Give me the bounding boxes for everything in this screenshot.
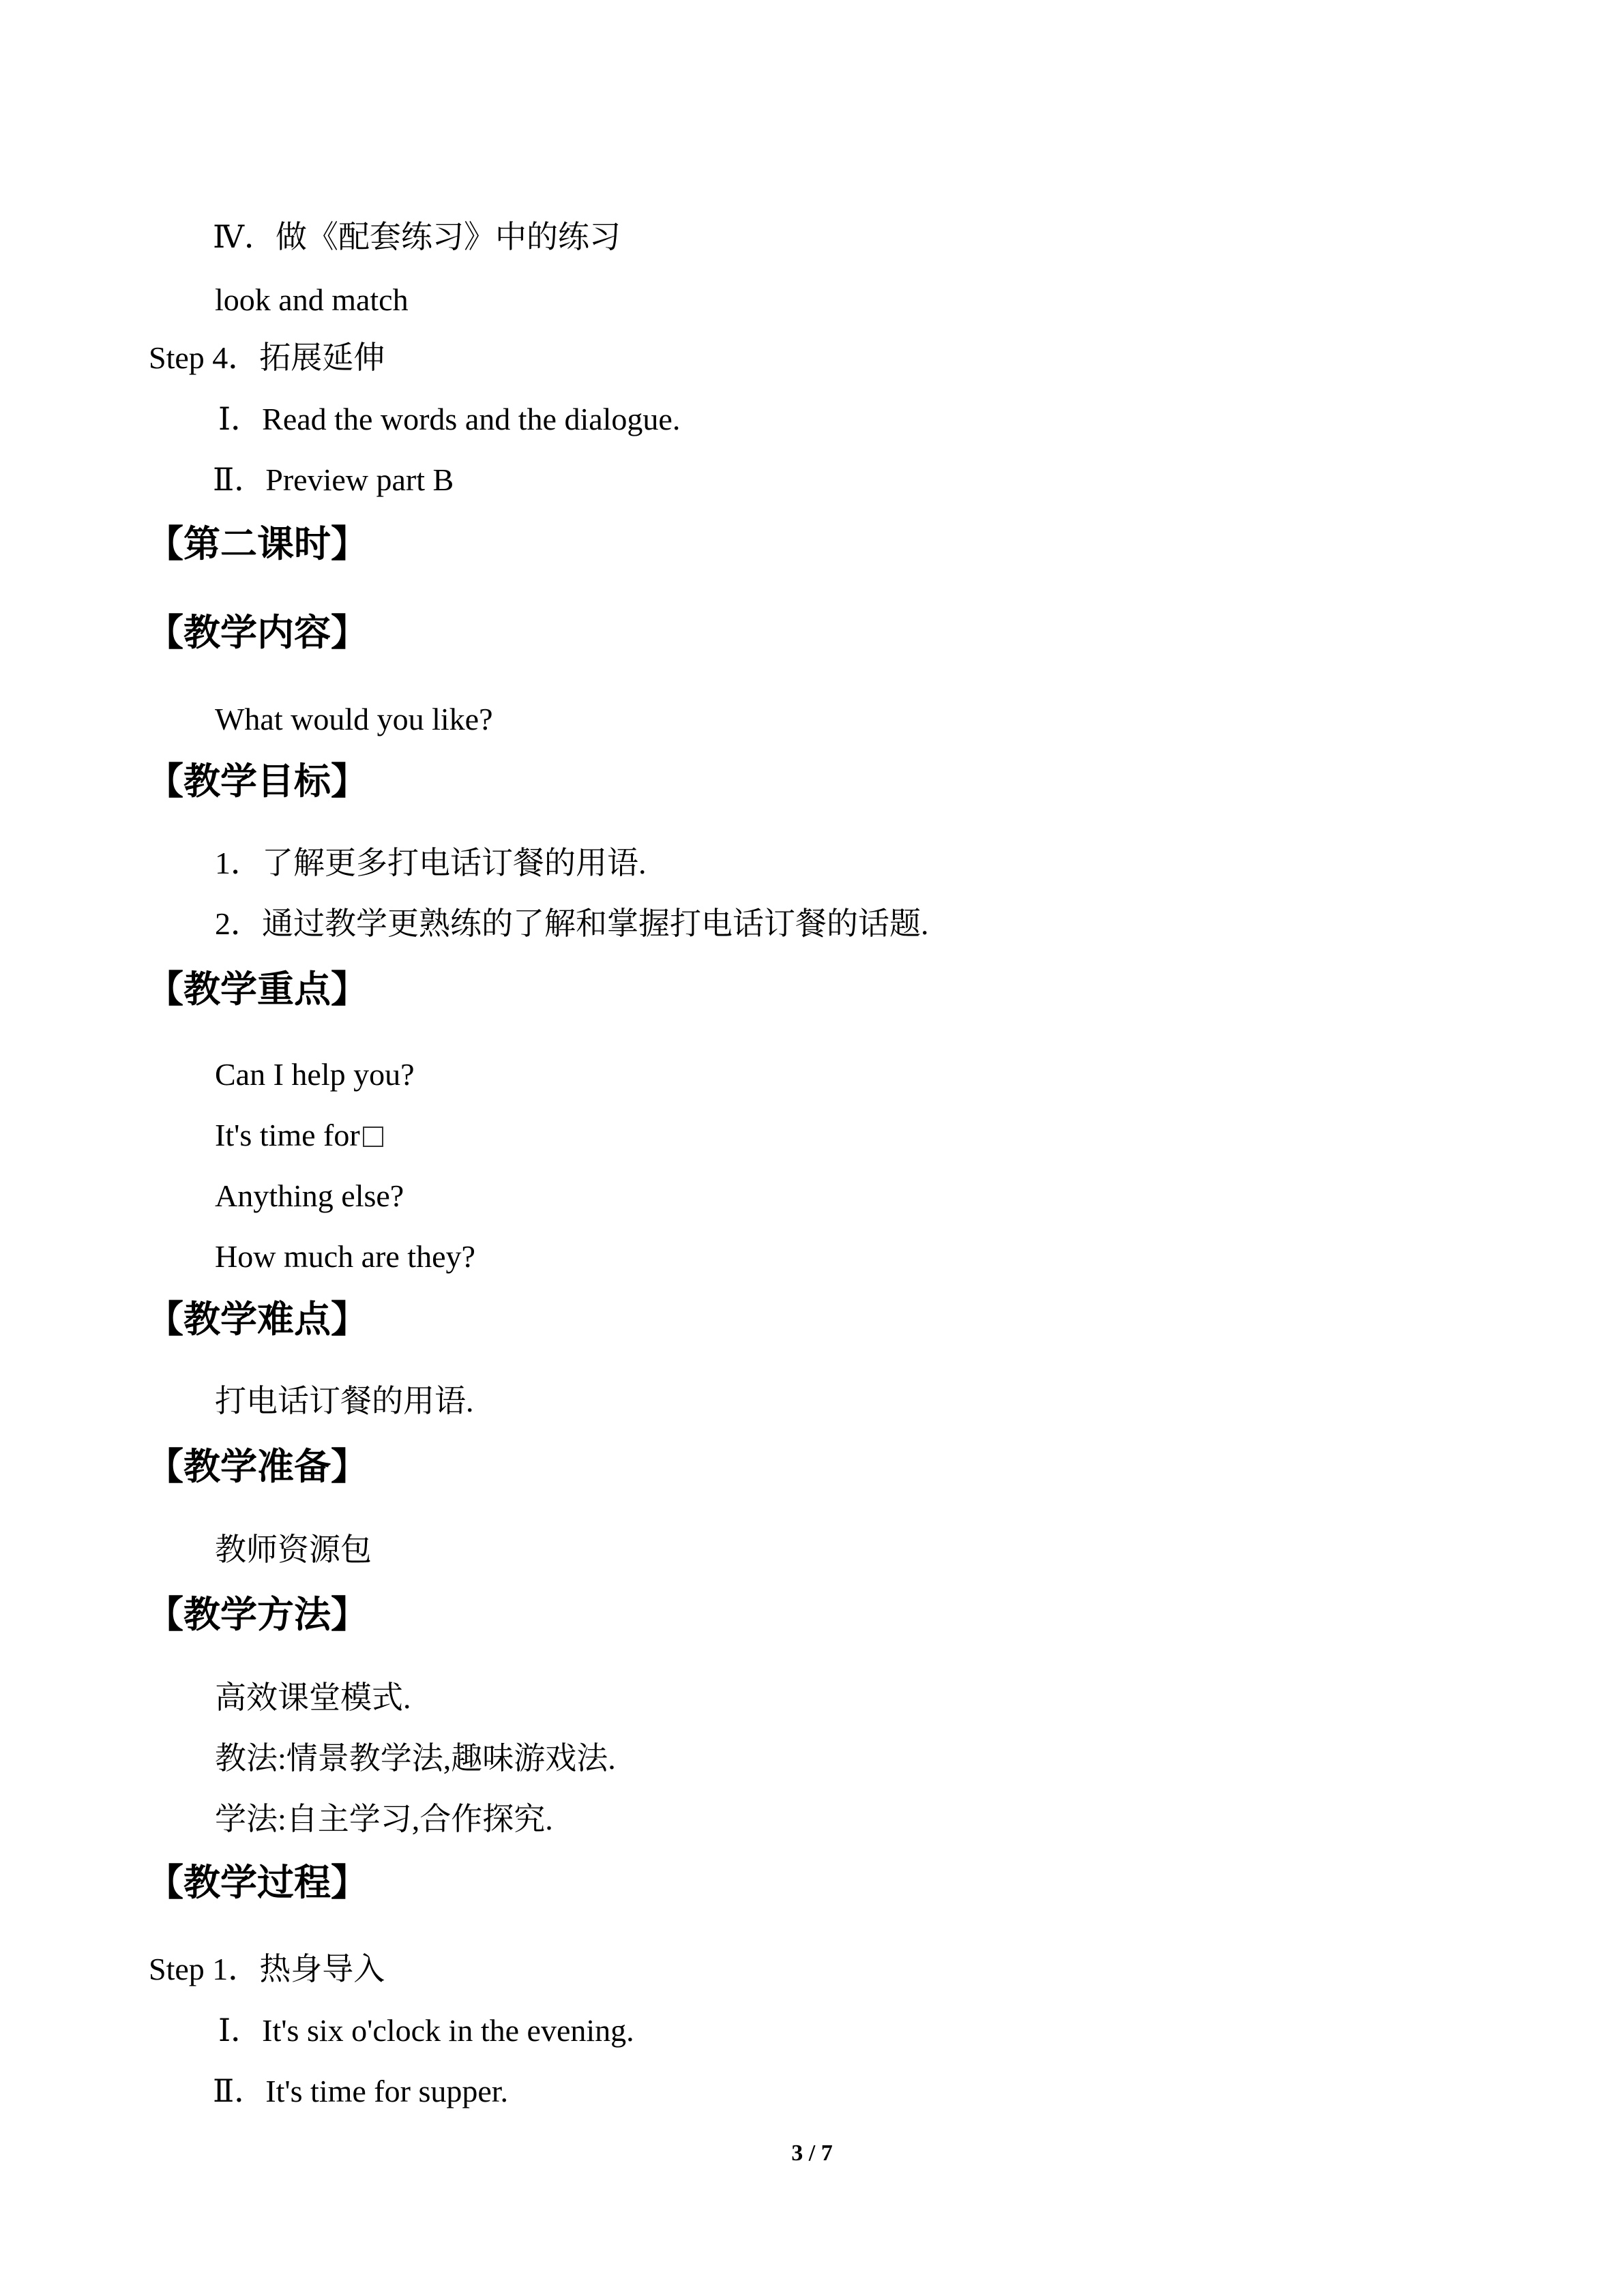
step4-label: Step 4．拓展延伸	[149, 340, 385, 375]
heading-lesson2: 【第二课时】	[147, 522, 368, 565]
placeholder-box-icon	[363, 1127, 383, 1147]
content-text: What would you like?	[215, 702, 493, 736]
step4-item-ii: Ⅱ．Preview part B	[213, 462, 454, 497]
item-iv: Ⅳ．做《配套练习》中的练习	[213, 220, 621, 254]
step1-label: Step 1．热身导入	[149, 1952, 385, 1986]
heading-content: 【教学内容】	[147, 611, 368, 654]
key-point-2	[215, 1115, 383, 1156]
method-3: 学法:自主学习,合作探究.	[215, 1802, 553, 1836]
heading-difficulties: 【教学难点】	[147, 1298, 368, 1341]
heading-methods: 【教学方法】	[147, 1593, 368, 1636]
look-and-match: look and match	[215, 282, 409, 317]
key-point-4: How much are they?	[215, 1239, 475, 1274]
key-point-3: Anything else?	[215, 1178, 404, 1213]
page-number: 3 / 7	[791, 2141, 833, 2166]
preparation-text: 教师资源包	[215, 1532, 372, 1567]
method-2: 教法:情景教学法,趣味游戏法.	[215, 1741, 616, 1776]
step1-item-i: Ⅰ．It's six o'clock in the evening.	[218, 2013, 634, 2048]
difficulties-text: 打电话订餐的用语.	[215, 1384, 474, 1418]
step4-item-i: Ⅰ．Read the words and the dialogue.	[218, 402, 681, 436]
key-point-2-text: It's time for	[215, 1118, 360, 1152]
step1-item-ii: Ⅱ．It's time for supper.	[213, 2074, 509, 2108]
heading-objectives: 【教学目标】	[147, 760, 368, 803]
heading-process: 【教学过程】	[147, 1861, 368, 1904]
heading-key-points: 【教学重点】	[147, 968, 368, 1011]
objective-1: 1．了解更多打电话订餐的用语.	[215, 846, 647, 880]
objective-2: 2．通过教学更熟练的了解和掌握打电话订餐的话题.	[215, 906, 929, 941]
method-1: 高效课堂模式.	[215, 1680, 411, 1715]
key-point-1: Can I help you?	[215, 1057, 415, 1092]
heading-preparation: 【教学准备】	[147, 1445, 368, 1488]
